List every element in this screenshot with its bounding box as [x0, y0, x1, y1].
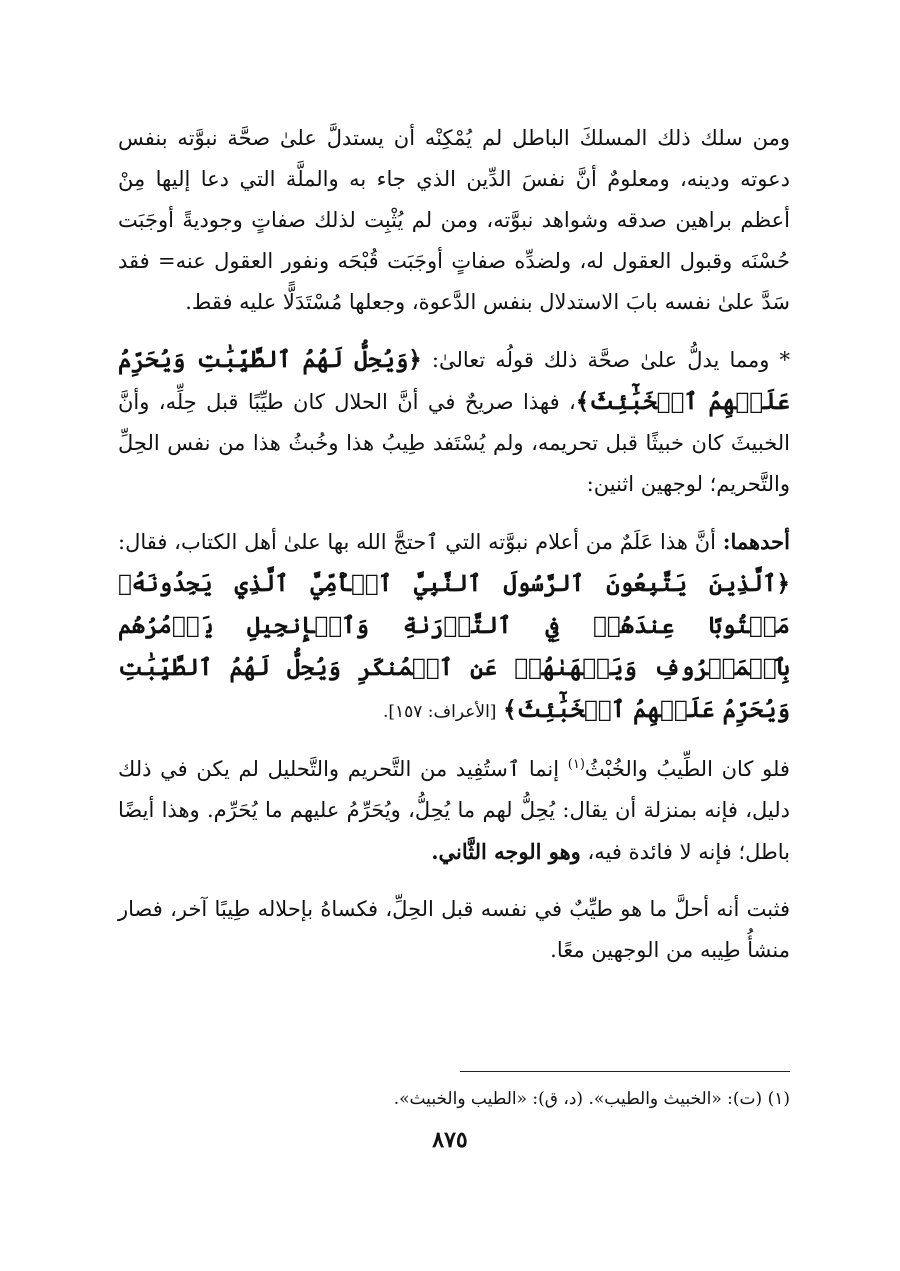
first-reason-label: أحدهما:	[722, 529, 790, 554]
paragraph-4-middle: إنما ٱستُفِيد من التَّحريم والتَّحليل لم يكن في ذلك دليل، فإنه بمنزلة أن يقال: يُحِلُّ لهم ما يُحِلُّ، ويُحَرِّمُ عليهم ما يُحَرِّم. وهذا أيضًا باطل؛ فإنه لا فائدة فيه،	[118, 757, 790, 864]
paragraph-2-rest: ، فهذا صريحٌ في أنَّ الحلال كان طيِّبًا قبل حِلِّه، وأنَّ الخبيثَ كان خبيثًا قبل تحريمه، ولم يُسْتَفد طِيبُ هذا وخُبثُ هذا من نفس الحِلِّ والتَّحريم؛ لوجهين اثنين:	[118, 390, 790, 496]
footnote: (١) (ت): «الخبيث والطيب». (د، ق): «الطيب والخبيث».	[393, 1089, 790, 1109]
paragraph-4-before: فلو كان الطِّيبُ والخُبْثُ	[584, 757, 790, 781]
page-number: ٨٧٥	[432, 1127, 468, 1153]
footnote-reference: (١)	[567, 757, 585, 772]
paragraph-2-intro: ومما يدلُّ علىٰ صحَّة ذلك قولُه تعالىٰ:	[431, 348, 770, 372]
second-reason-label: وهو الوجه الثَّاني.	[431, 839, 581, 864]
footnote-divider	[460, 1071, 790, 1072]
paragraph-1: ومن سلك ذلك المسلكَ الباطل لم يُمْكِنْه أن يستدلَّ علىٰ صحَّة نبوَّته بنفس دعوته ودينه، ومعلومٌ أنَّ نفسَ الدِّين الذي جاء به والملَّة التي دعا إليها مِنْ أعظم براهين صدقه وشواهد نبوَّته، ومن لم يُثْبِت لذلك صفاتٍ وجوديةً أوجَبَت حُسْنَه وقبول العقول له، ولضدِّه صفاتٍ أوجَبَت قُبْحَه ونفور العقول عنه= فقد سَدَّ علىٰ نفسه بابَ الاستدلال بنفس الدَّعوة، وجعلها مُسْتَدَلًّا عليه فقط.	[118, 126, 790, 314]
paragraph-4	[118, 749, 790, 873]
quran-verse: ﴿ٱلَّذِينَ يَتَّبِعُونَ ٱلرَّسُولَ ٱلنَّبِيَّ ٱلۡأُمِّيَّ ٱلَّذِي يَجِدُونَهُۥ مَكۡتُوبًا عِندَهُمۡ فِي ٱلتَّوۡرَىٰةِ وَٱلۡإِنجِيلِ يَأۡمُرُهُم بِٱلۡمَعۡرُوفِ وَيَنۡهَىٰهُمۡ عَنِ ٱلۡمُنكَرِ وَيُحِلُّ لَهُمُ ٱلطَّيِّبَٰتِ وَيُحَرِّمُ عَلَيۡهِمُ ٱلۡخَبَٰٓئِثَ﴾	[118, 570, 790, 723]
paragraph-3-text: أنَّ هذا عَلَمٌ من أعلام نبوَّته التي ٱحتجَّ الله بها علىٰ أهل الكتاب، فقال:	[118, 530, 716, 554]
quran-verse: ﴿وَيُحِلُّ لَهُمُ ٱلطَّيِّبَٰتِ وَيُحَرِّمُ عَلَيۡهِمُ ٱلۡخَبَٰٓئِثَ﴾	[118, 346, 790, 415]
verse-citation: [الأعراف: ١٥٧].	[382, 702, 497, 722]
paragraph-2	[118, 339, 790, 505]
page-body	[118, 118, 790, 987]
section-star: *	[779, 348, 790, 372]
paragraph-3	[118, 521, 790, 733]
paragraph-5: فثبت أنه أحلَّ ما هو طيِّبٌ في نفسه قبل الحِلِّ، فكساهُ بإحلاله طِيبًا آخر، فصار منشأُ طِيبه من الوجهين معًا.	[118, 897, 790, 962]
